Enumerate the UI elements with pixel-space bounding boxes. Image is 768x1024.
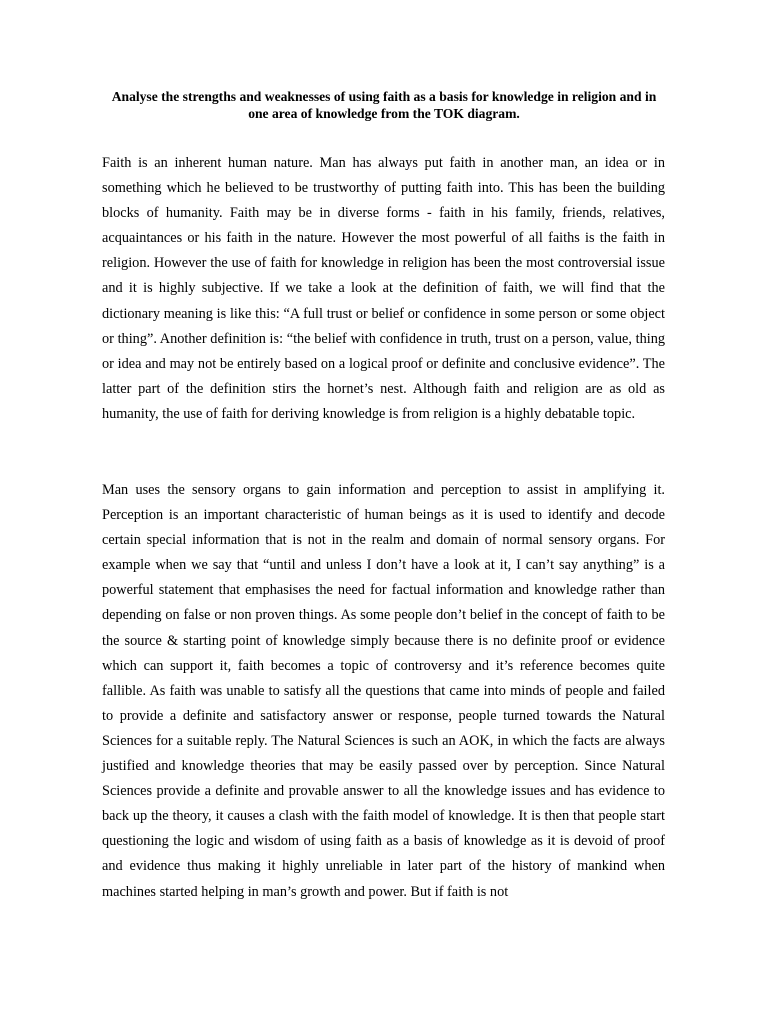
paragraph-intro: Faith is an inherent human nature. Man has always put faith in another man, an idea or in something which he believed to be trustworthy of putting faith into. This has been the building blocks of humanity. Faith may be in diverse forms - faith in his family, friends, relatives, acquaintances or his faith in the nature. However the most powerful of all faiths is the faith in religion. However the use of faith for knowledge in religion has been the most controversial issue and it is highly subjective. If we take a look at the definition of faith, we will find that the dictionary meaning is like this: “A full trust or belief or confidence in some person or some object or thing”. Another definition is: “the belief with confidence in truth, trust on a person, value, thing or idea and may not be entirely based on a logical proof or definite and conclusive evidence”. The latter part of the definition stirs the hornet’s nest. Although faith and religion are as old as humanity, the use of faith for deriving knowledge is from religion is a highly debatable topic. <box>102 155 665 422</box>
paragraph-perception: Man uses the sensory organs to gain information and perception to assist in amplifying it. Perception is an important characteristic of human beings as it is used to identify and decode certain special information that is not in the realm and domain of normal sensory organs. For example when we say that “until and unless I don’t have a look at it, I can’t say anything” is a powerful statement that emphasises the need for factual information and knowledge rather than depending on false or non proven things. As some people don’t belief in the concept of faith to be the source & starting point of knowledge simply because there is no definite proof or evidence which can support it, faith becomes a topic of controversy and it’s reference becomes quite fallible. As faith was unable to satisfy all the questions that came into minds of people and failed to provide a definite and satisfactory answer or response, people turned towards the Natural Sciences for a suitable reply. The Natural Sciences is such an AOK, in which the facts are always justified and knowledge theories that may be easily passed over by perception. Since Natural Sciences provide a definite and provable answer to all the knowledge issues and has evidence to back up the theory, it causes a clash with the faith model of knowledge. It is then that people start questioning the logic and wisdom of using faith as a basis of knowledge as it is devoid of proof and evidence thus making it highly unreliable in later part of the history of mankind when machines started helping in man’s growth and power. But if faith is not <box>102 482 665 900</box>
document-title: Analyse the strengths and weaknesses of using faith as a basis for knowledge in religion and in one area of knowledge from the TOK diagram. <box>111 89 657 121</box>
